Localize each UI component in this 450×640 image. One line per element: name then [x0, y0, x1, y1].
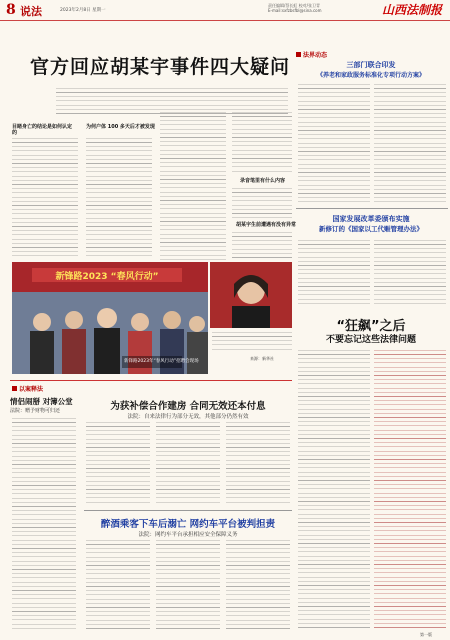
story2-subtitle: 法院：自来法律行为部分无效，其他部分仍然有效: [127, 414, 249, 420]
editor-line: 责任编辑/蔡长虹 校对/张卫青: [268, 3, 320, 8]
article-column: [374, 84, 446, 204]
article-column: [86, 138, 152, 260]
subhead-discovery-delay: 为何户体 100 多天后才被发现: [86, 124, 155, 130]
right-mid-title-line1: 国家发展改革委颁布实施: [332, 215, 410, 223]
article-column: [86, 540, 150, 630]
article-column: [298, 84, 370, 204]
article-column: [156, 540, 220, 630]
article-column: [226, 540, 290, 630]
article-column: [298, 350, 370, 630]
news-photo: [12, 262, 208, 374]
story1-title: 情侣闹掰 对簿公堂: [10, 397, 73, 406]
tag-label: 以案释法: [19, 386, 44, 393]
article-column: [12, 138, 78, 260]
feature-title-line1: “狂飙”之后: [336, 319, 406, 334]
section-tag-legal-news: [296, 50, 327, 59]
article-column: [232, 188, 292, 218]
photo-caption: 新锋路2023年“春风行动”招聘会现场: [124, 359, 199, 364]
right-mid-title-line2: 新修订的《国家以工代赈管理办法》: [319, 225, 423, 233]
page-marker: 第一版: [420, 632, 432, 637]
section-name: 说法: [20, 5, 42, 18]
section-tag-case-study: [12, 384, 43, 393]
tag-label: 法界动态: [303, 52, 328, 59]
portrait-photo: [210, 262, 292, 328]
main-headline: 官方回应胡某宇事件四大疑问: [30, 56, 291, 78]
divider: [296, 208, 448, 209]
article-column: [374, 350, 446, 630]
article-column: [298, 240, 370, 304]
photo-text: [212, 332, 292, 352]
article-column: [86, 422, 150, 506]
article-column: [226, 422, 290, 506]
feature-title-line2: 不要忘记这些法律问题: [325, 335, 416, 345]
section-number: 8: [6, 2, 16, 18]
main-byline: 来源：新华社: [250, 356, 274, 361]
story2-title: 为获补偿合作建房 合同无效还本付息: [110, 401, 266, 412]
email-line: E-mail:sxfzbsfbl@sina.com: [268, 8, 322, 13]
section-rule: [10, 380, 292, 381]
subhead-recorder: 录音笔里有什么内容: [240, 178, 286, 184]
story3-title: 醉酒乘客下车后溺亡 网约车平台被判担责: [100, 519, 276, 530]
article-column: [232, 232, 292, 260]
article-column: [12, 418, 76, 630]
article-column: [156, 422, 220, 506]
paper-logo: 山西法制报: [381, 3, 442, 17]
masthead: [0, 0, 450, 21]
article-column: [232, 112, 292, 172]
divider: [84, 510, 292, 511]
story1-subtitle: 法院：赠予财物可归还: [10, 408, 61, 414]
subhead-anomaly: 胡某宇生前遭遇有没有异常: [236, 222, 297, 228]
story3-subtitle: 法院：网约车平台承担相应安全保障义务: [138, 532, 238, 538]
subhead-death-conclusion: 目睹身亡的结论是如何认定的: [12, 124, 73, 136]
tag-square-icon: [296, 52, 301, 57]
issue-date: 2023年2月8日 星期一: [60, 8, 106, 13]
article-column: [374, 240, 446, 304]
article-column: [160, 112, 226, 260]
right-top-title-line1: 三部门联合印发: [346, 61, 396, 69]
masthead-info: [268, 3, 322, 13]
right-top-title-line2: 《养老和家政服务标准化专项行动方案》: [316, 72, 425, 79]
tag-square-icon: [12, 386, 17, 391]
svg-text:新锋路2023 “春风行动”: 新锋路2023 “春风行动”: [55, 272, 159, 282]
